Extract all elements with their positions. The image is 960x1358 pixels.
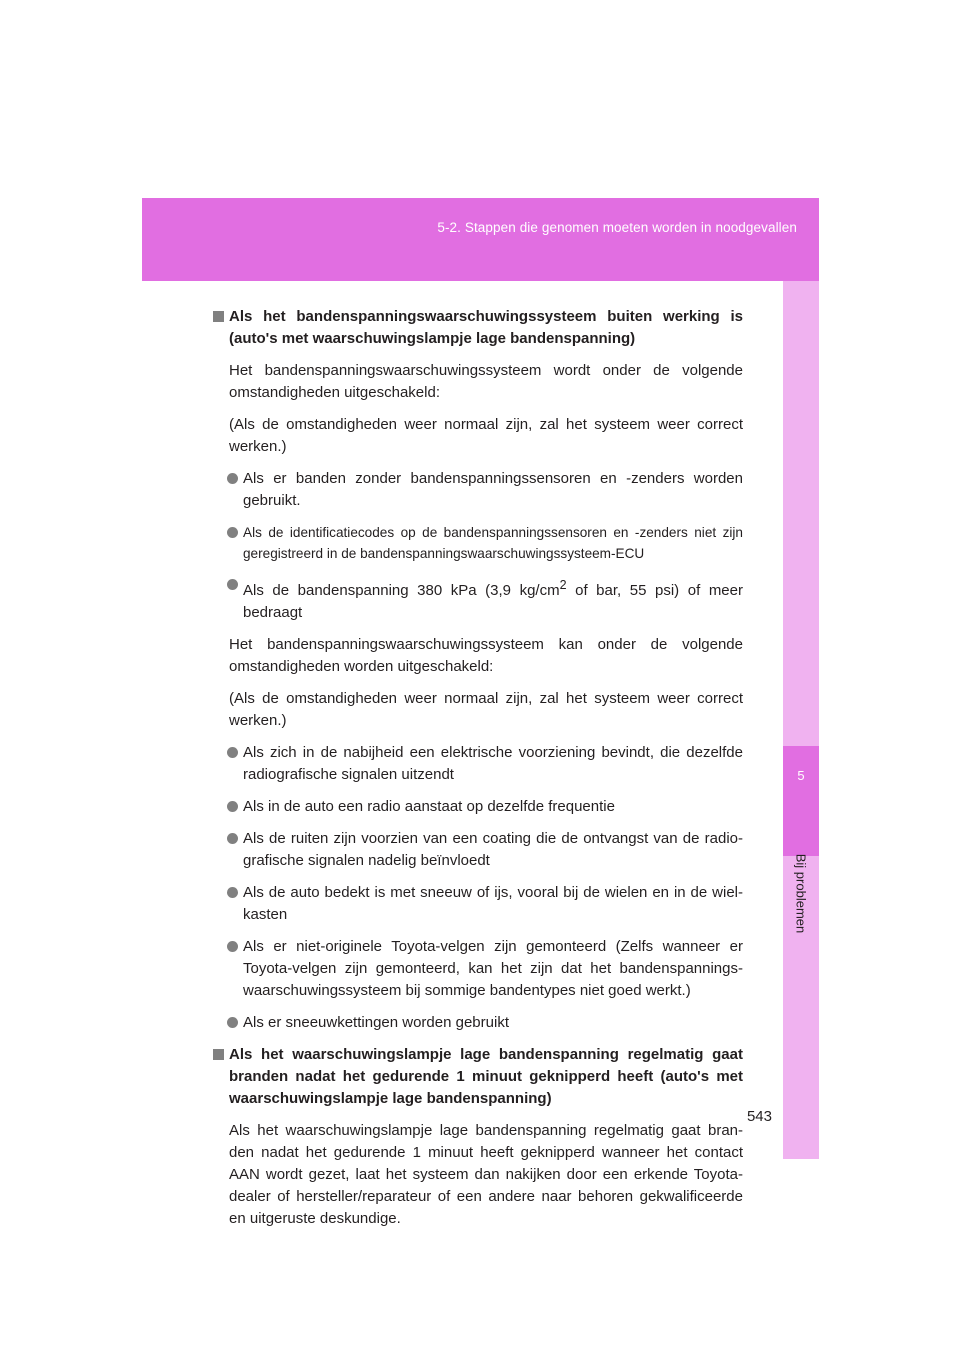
round-bullet-icon	[227, 527, 238, 538]
heading-text: Als het waarschuwingslampje lage bandenspanning regelmatig gaat branden nadat het gedurende 1 minuut geknipperd heeft (auto's met waarschuwingslampje lage bandenspanning)	[229, 1046, 743, 1107]
chapter-tab-active	[783, 746, 819, 856]
list-item	[213, 936, 743, 1002]
list-item	[213, 1012, 743, 1034]
round-bullet-icon	[227, 473, 238, 484]
paragraph: (Als de omstandigheden weer normaal zijn, zal het systeem weer correct werken.)	[229, 416, 743, 455]
section-heading	[213, 306, 743, 350]
list-item	[213, 828, 743, 872]
round-bullet-icon	[227, 833, 238, 844]
list-item	[213, 742, 743, 786]
page-body	[213, 306, 743, 1240]
list-item	[213, 882, 743, 926]
list-item-text-cont: of bar, 55 psi) of meer bedraagt	[243, 582, 743, 621]
list-item	[213, 574, 743, 624]
list-item-text: Als er sneeuwkettingen worden gebruikt	[243, 1014, 509, 1031]
list-item	[213, 468, 743, 512]
round-bullet-icon	[227, 579, 238, 590]
paragraph: (Als de omstandigheden weer normaal zijn, zal het systeem weer correct werken.)	[229, 690, 743, 729]
list-item	[213, 796, 743, 818]
side-tab	[783, 281, 819, 1159]
heading-text: Als het bandenspanningswaarschuwingssysteem buiten werking is (auto's met waarschuwingslampje lage bandenspanning)	[229, 308, 743, 347]
paragraph: Het bandenspanningswaarschuwingssysteem kan onder de volgende omstandigheden worden uitgeschakeld:	[229, 636, 743, 675]
round-bullet-icon	[227, 887, 238, 898]
header-band	[142, 198, 819, 281]
list-item-text: Als in de auto een radio aanstaat op dezelfde frequentie	[243, 798, 615, 815]
superscript: 2	[559, 578, 567, 592]
chapter-title	[768, 853, 834, 933]
chapter-number: 5	[797, 768, 805, 783]
list-item-text: Als er banden zonder bandenspanningssensoren en -zenders worden gebruikt.	[243, 470, 743, 509]
list-item-text: Als de ruiten zijn voorzien van een coating die de ontvangst van de radio-grafische signalen nadelig beïnvloedt	[243, 830, 743, 869]
round-bullet-icon	[227, 1017, 238, 1028]
round-bullet-icon	[227, 801, 238, 812]
page-number: 543	[746, 1108, 772, 1125]
list-item	[213, 522, 743, 564]
paragraph: Als het waarschuwingslampje lage bandenspanning regelmatig gaat bran-den nadat het gedurende 1 minuut heeft geknipperd wanneer het contact AAN wordt gezet, laat het systeem dan nakijken door een erkende Toyota-dealer of hersteller/reparateur of een andere naar behoren gekwalificeerde en uitgeruste deskundige.	[229, 1122, 743, 1227]
round-bullet-icon	[227, 747, 238, 758]
section-heading	[213, 1044, 743, 1110]
round-bullet-icon	[227, 941, 238, 952]
list-item-text: Als zich in de nabijheid een elektrische voorziening bevindt, die dezelfde radiografische signalen uitzendt	[243, 744, 743, 783]
list-item-text: Als de identificatiecodes op de bandenspanningssensoren en -zenders niet zijn geregistreerd in de bandenspanningswaarschuwingssysteem-ECU	[243, 525, 743, 561]
paragraph: Het bandenspanningswaarschuwingssysteem wordt onder de volgende omstandigheden uitgeschakeld:	[229, 362, 743, 401]
list-item-text: Als de bandenspanning 380 kPa (3,9 kg/cm	[243, 582, 560, 599]
list-item-text: Als de auto bedekt is met sneeuw of ijs, vooral bij de wielen en in de wiel-kasten	[243, 884, 743, 923]
chapter-title-text: Bij problemen	[793, 853, 809, 933]
square-bullet-icon	[213, 311, 224, 322]
list-item-text: Als er niet-originele Toyota-velgen zijn gemonteerd (Zelfs wanneer er Toyota-velgen zijn gemonteerd, kan het zijn dat het bandenspannings-waarschuwingssysteem bij sommige bandentypes niet goed werkt.)	[243, 938, 743, 999]
section-title: 5-2. Stappen die genomen moeten worden in noodgevallen	[437, 220, 797, 235]
square-bullet-icon	[213, 1049, 224, 1060]
